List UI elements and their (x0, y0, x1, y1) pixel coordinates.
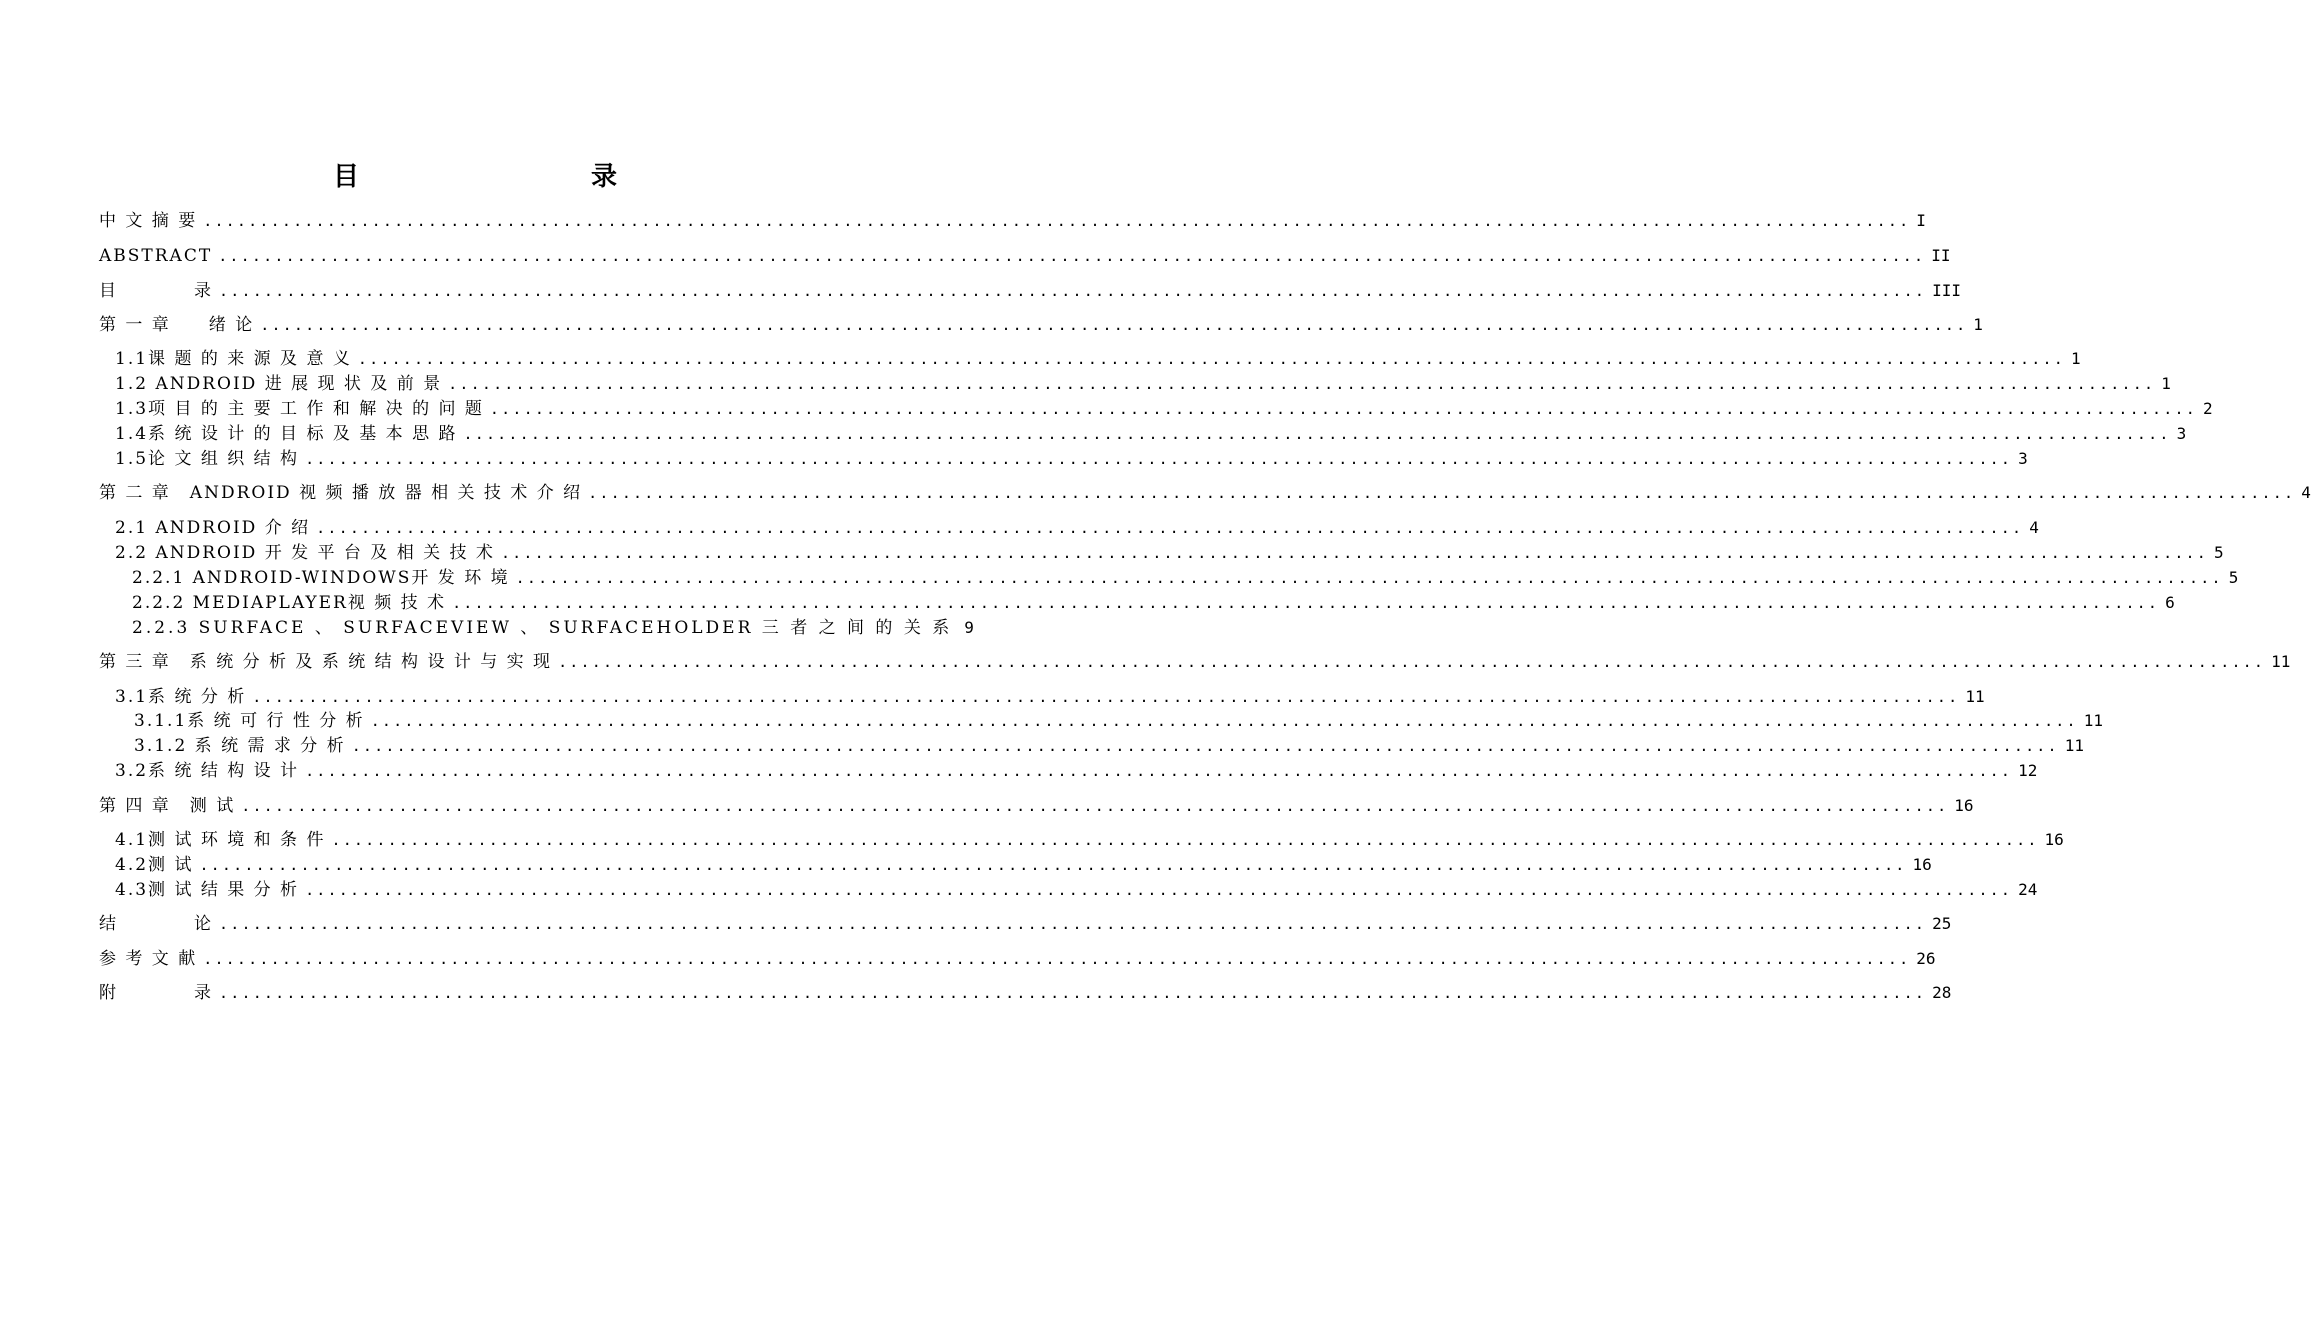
toc-entry-page: 1 (2161, 374, 2171, 393)
toc-leader-dots (588, 482, 2295, 504)
toc-entry[interactable] (99, 651, 2291, 673)
toc-entry[interactable] (99, 982, 1952, 1004)
toc-entry-label: 第 二 章 ANDROID 视 频 播 放 器 相 关 技 术 介 绍 (99, 483, 583, 503)
toc-entry[interactable] (115, 423, 2187, 445)
toc-entry[interactable] (115, 854, 1932, 876)
toc-leader-dots (305, 879, 2012, 901)
toc-leader-dots (331, 829, 2038, 851)
toc-entry-page: 16 (1954, 796, 1974, 815)
toc-entry-label: 4.3测 试 结 果 分 析 (115, 880, 300, 900)
toc-entry-page: 1 (2070, 349, 2081, 368)
toc-leader-dots (260, 314, 1967, 336)
toc-entry-label: 4.2测 试 (115, 855, 194, 875)
toc-entry-page: 11 (2064, 736, 2085, 755)
toc-leader-dots (305, 448, 2012, 470)
toc-entry-label: 1.4系 统 设 计 的 目 标 及 基 本 思 路 (115, 424, 458, 444)
toc-leader-dots (199, 854, 1906, 876)
toc-entry[interactable] (99, 795, 1974, 817)
toc-entry-label: 2.1 ANDROID 介 绍 (115, 518, 311, 538)
toc-entry[interactable] (115, 542, 2224, 564)
toc-entry-label: 目 录 (99, 281, 213, 301)
toc-leader-dots (463, 423, 2170, 445)
toc-leader-dots (316, 517, 2023, 539)
toc-entry-page: 12 (2018, 761, 2038, 780)
toc-leader-dots (558, 651, 2265, 673)
toc-entry-label: 2.2 ANDROID 开 发 平 台 及 相 关 技 术 (115, 543, 495, 563)
toc-entry[interactable] (115, 348, 2081, 370)
toc-entry-page: 4 (2029, 518, 2039, 537)
toc-entry[interactable] (115, 760, 2038, 782)
toc-entry-page: 6 (2165, 593, 2175, 612)
toc-entry[interactable] (115, 517, 2039, 539)
toc-entry-page: I (1916, 211, 1926, 230)
toc-leader-dots (203, 210, 1910, 232)
toc-entry-label: 3.1.2 系 统 需 求 分 析 (134, 736, 346, 756)
toc-entry-page: 11 (2083, 711, 2104, 730)
toc-entry-label: ABSTRACT (99, 246, 213, 266)
toc-entry[interactable] (99, 913, 1952, 935)
toc-entry-page: III (1932, 281, 1961, 300)
toc-entry[interactable] (115, 448, 2028, 470)
toc-entry-label: 2.2.2 MEDIAPLAYER视 频 技 术 (132, 593, 447, 613)
toc-entry-label: 结 论 (99, 914, 213, 934)
toc-leader-dots (358, 348, 2065, 370)
toc-entry-page: 24 (2018, 880, 2038, 899)
toc-leader-dots (219, 982, 1926, 1004)
toc-leader-dots (501, 542, 2208, 564)
page-title: 目 录 (332, 162, 677, 192)
toc-entry-label: 1.5论 文 组 织 结 构 (115, 449, 300, 469)
toc-entry-label: 3.2系 统 结 构 设 计 (115, 761, 300, 781)
toc-entry-page: 9 (964, 618, 974, 637)
toc-leader-dots (448, 373, 2155, 395)
toc-entry-page: 16 (1912, 855, 1932, 874)
toc-entry[interactable] (99, 314, 1983, 336)
toc-entry-label: 2.2.3 SURFACE 、 SURFACEVIEW 、 SURFACEHOLDER 三 者 之 间 的 关 系 (132, 618, 953, 638)
toc-leader-dots (218, 245, 1925, 267)
toc-entry-label: 1.1课 题 的 来 源 及 意 义 (115, 349, 352, 369)
toc-entry-page: 25 (1932, 914, 1952, 933)
toc-entry[interactable] (115, 373, 2171, 395)
toc-entry[interactable] (115, 398, 2213, 420)
toc-leader-dots (219, 280, 1926, 302)
toc-leader-dots (371, 710, 2078, 732)
toc-entry-page: 11 (1965, 687, 1985, 706)
toc-leader-dots (305, 760, 2012, 782)
toc-entry-label: 3.1.1系 统 可 行 性 分 析 (134, 711, 365, 731)
toc-entry-label: 3.1系 统 分 析 (115, 687, 247, 707)
toc-entry[interactable] (99, 482, 2311, 504)
toc-entry-page: 3 (2018, 449, 2028, 468)
toc-entry-page: 5 (2228, 568, 2239, 587)
toc-entry[interactable] (99, 245, 1951, 267)
toc-entry-page: 26 (1916, 949, 1936, 968)
toc-entry[interactable] (134, 735, 2085, 757)
toc-leader-dots (352, 735, 2059, 757)
toc-leader-dots (219, 913, 1926, 935)
toc-entry-page: 16 (2044, 830, 2064, 849)
toc-entry-page: 2 (2202, 399, 2213, 418)
toc-entry-label: 2.2.1 ANDROID-WINDOWS开 发 环 境 (132, 568, 510, 588)
toc-entry-label: 第 四 章 测 试 (99, 796, 236, 816)
toc-entry-page: II (1931, 246, 1951, 265)
toc-entry-label: 中 文 摘 要 (99, 211, 198, 231)
toc-entry-page: 28 (1932, 983, 1952, 1002)
toc-entry[interactable] (99, 280, 1961, 302)
toc-entry-label: 参 考 文 献 (99, 949, 198, 969)
toc-entry[interactable] (132, 592, 2175, 614)
toc-leader-dots (516, 567, 2223, 589)
toc-entry[interactable] (132, 617, 974, 639)
toc-entry[interactable] (115, 879, 2038, 901)
toc-entry-page: 5 (2214, 543, 2224, 562)
toc-entry-label: 1.2 ANDROID 进 展 现 状 及 前 景 (115, 374, 443, 394)
toc-leader-dots (490, 398, 2197, 420)
toc-entry[interactable] (115, 686, 1985, 708)
toc-entry-label: 1.3项 目 的 主 要 工 作 和 解 决 的 问 题 (115, 399, 484, 419)
toc-entry-page: 3 (2176, 424, 2187, 443)
toc-leader-dots (252, 686, 1959, 708)
toc-entry[interactable] (99, 210, 1926, 232)
toc-entry-page: 11 (2271, 652, 2291, 671)
toc-leader-dots (452, 592, 2159, 614)
toc-entry[interactable] (115, 829, 2064, 851)
toc-entry-label: 第 三 章 系 统 分 析 及 系 统 结 构 设 计 与 实 现 (99, 652, 553, 672)
toc-entry-label: 4.1测 试 环 境 和 条 件 (115, 830, 326, 850)
toc-entry-label: 附 录 (99, 983, 213, 1003)
toc-leader-dots (241, 795, 1948, 817)
toc-entry[interactable] (99, 948, 1936, 970)
toc-leader-dots (203, 948, 1910, 970)
toc-entry[interactable] (132, 567, 2239, 589)
toc-entry-page: 4 (2301, 483, 2311, 502)
toc-entry[interactable] (134, 710, 2104, 732)
toc-entry-page: 1 (1973, 315, 1983, 334)
toc-entry-label: 第 一 章 绪 论 (99, 315, 255, 335)
